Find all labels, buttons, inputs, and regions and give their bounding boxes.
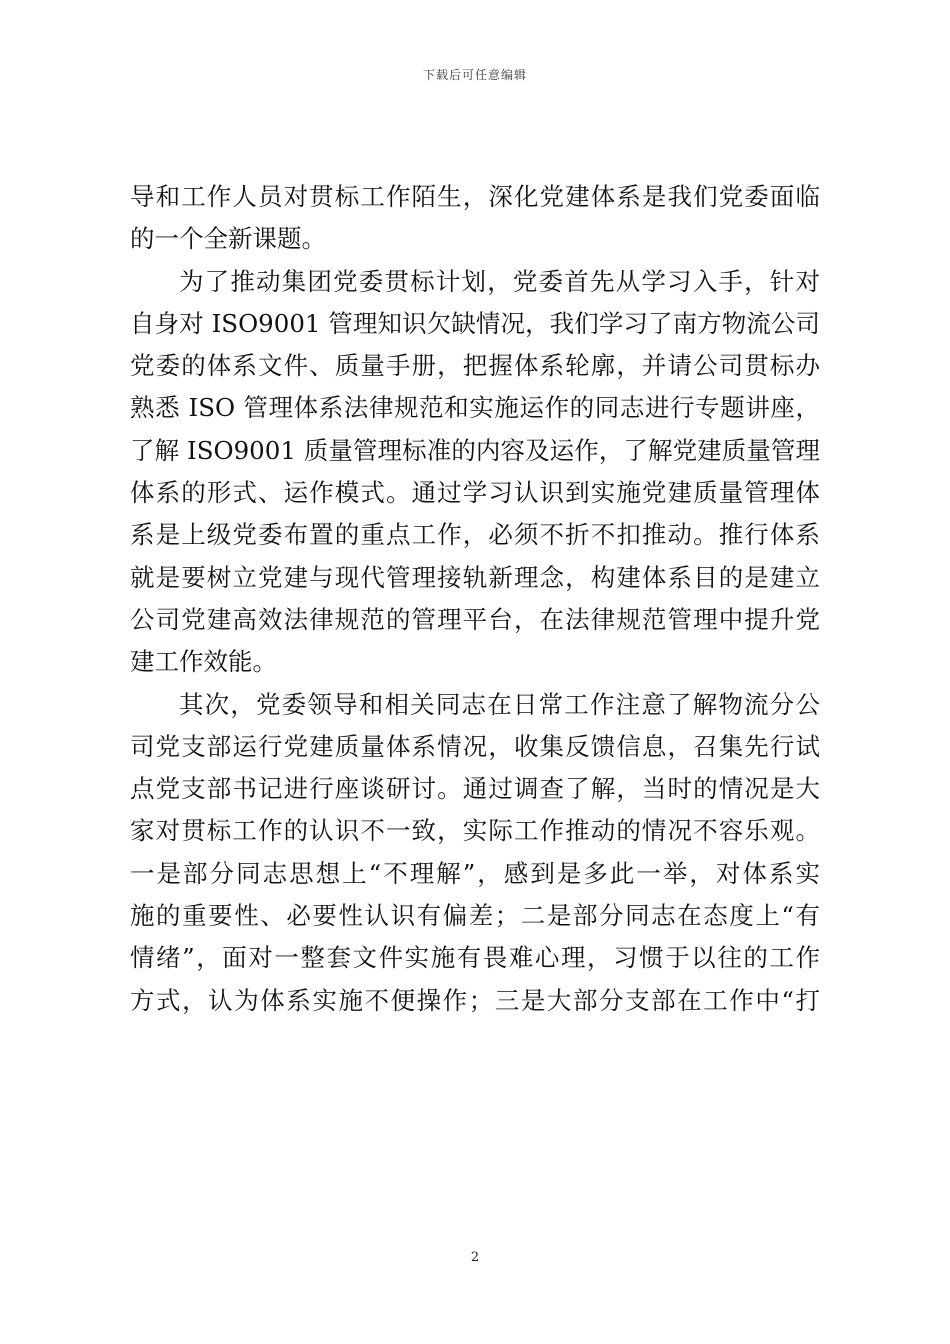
- text-line: 点党支部书记进行座谈研讨。通过调查了解，当时的情况是大: [130, 774, 820, 804]
- document-body: [130, 176, 820, 1022]
- page-header: 下载后可任意编辑: [422, 68, 527, 82]
- text-line: 情绪”，面对一整套文件实施有畏难心理，习惯于以往的工作: [130, 943, 820, 973]
- text-line: 导和工作人员对贯标工作陌生，深化党建体系是我们党委面临: [130, 182, 820, 211]
- text-line: 体系的形式、运作模式。通过学习认识到实施党建质量管理体: [130, 478, 820, 508]
- text-line: 其次，党委领导和相关同志在日常工作注意了解物流分公: [179, 689, 820, 719]
- text-line: 公司党建高效法律规范的管理平台，在法律规范管理中提升党: [130, 604, 820, 634]
- page-number: 2: [470, 1250, 480, 1265]
- paragraph-2: [130, 261, 820, 684]
- text-line: 方式，认为体系实施不便操作；三是大部分支部在工作中“打: [130, 985, 820, 1015]
- text-line: 为了推动集团党委贯标计划，党委首先从学习入手，针对: [179, 266, 820, 296]
- text-line: 熟悉 ISO 管理体系法律规范和实施运作的同志进行专题讲座，: [130, 393, 820, 423]
- paragraph-1: [130, 176, 820, 261]
- text-line: 自身对 ISO9001 管理知识欠缺情况，我们学习了南方物流公司: [130, 308, 820, 338]
- text-line: 一是部分同志思想上“不理解”，感到是多此一举，对体系实: [130, 858, 820, 888]
- text-line: 家对贯标工作的认识不一致，实际工作推动的情况不容乐观。: [130, 816, 820, 846]
- paragraph-3: [130, 684, 820, 1022]
- text-line: 司党支部运行党建质量体系情况，收集反馈信息，召集先行试: [130, 731, 820, 761]
- text-line: 就是要树立党建与现代管理接轨新理念，构建体系目的是建立: [130, 562, 820, 592]
- text-line: 施的重要性、必要性认识有偏差；二是部分同志在态度上“有: [130, 901, 820, 931]
- text-line: 系是上级党委布置的重点工作，必须不折不扣推动。推行体系: [130, 520, 820, 550]
- text-line: 建工作效能。: [130, 647, 277, 677]
- text-line: 了解 ISO9001 质量管理标准的内容及运作，了解党建质量管理: [130, 435, 820, 465]
- text-line: 党委的体系文件、质量手册，把握体系轮廓，并请公司贯标办: [130, 351, 820, 381]
- text-line: 的一个全新课题。: [130, 224, 326, 254]
